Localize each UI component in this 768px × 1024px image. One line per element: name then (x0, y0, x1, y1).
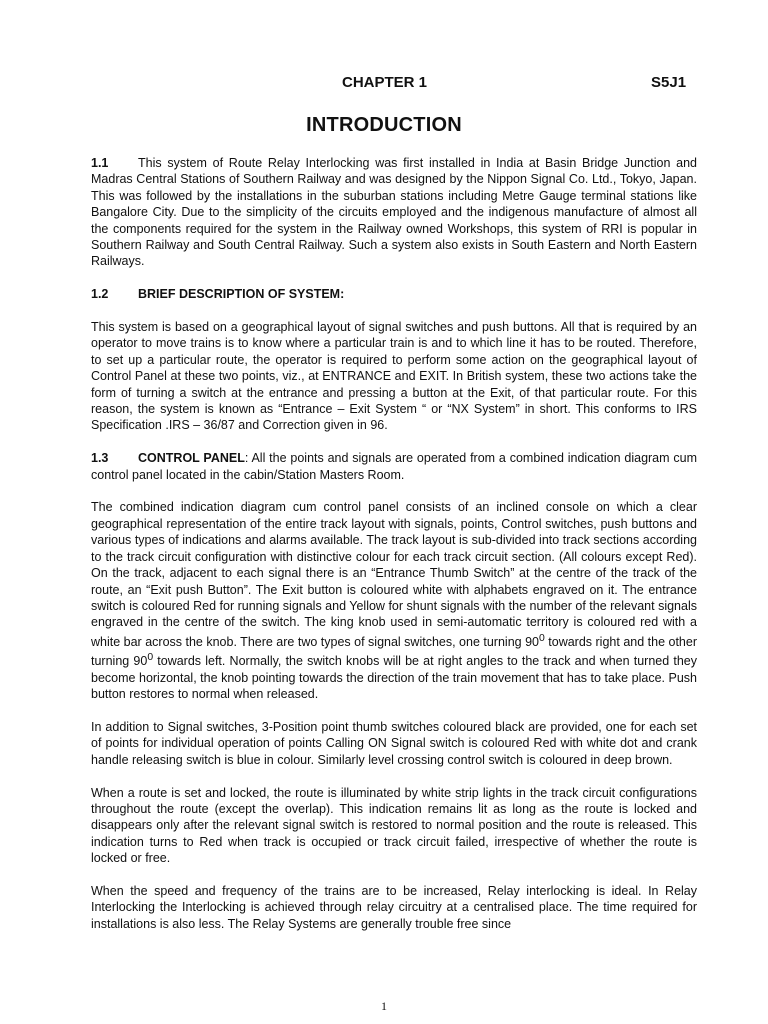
chapter-label: CHAPTER 1 (342, 74, 428, 91)
document-body (91, 155, 697, 949)
text-run: towards right and the other turning 90 (91, 634, 697, 669)
paragraph-route-indication: When a route is set and locked, the route is illuminated by white strip lights in the track circuit configurations throughout the route (except the overlap). This indication remains lit as long as the route is locked and disappears only after the relevant signal switch is restored to normal position and the route is released. This indication turns to Red when track is occupied or track circuit failed, irrespective of whether the route is locked or free. (91, 785, 697, 866)
superscript-degree: 0 (147, 652, 154, 664)
paragraph-control-panel-details (91, 499, 697, 702)
paragraph-text: This system of Route Relay Interlocking was first installed in India at Basin Bridge Junction and Madras Central Stations of Southern Railway and was designed by the Nippon Signal Co. Ltd., Tokyo, Japan. This was followed by the installations in the suburban stations including Metre Gauge terminal stations like Bangalore City. Due to the simplicity of the circuits employed and the indigenous manufacture of almost all the components required for the system in the Railway owned Workshops, this system of RRI is popular in Southern Railway and South Central Railway. Such a system also exists in South Eastern and North Eastern Railways. (91, 156, 697, 269)
document-code: S5J1 (651, 74, 687, 91)
paragraph-1-3 (91, 450, 697, 483)
paragraph-text: : All the points and signals are operated from a combined indication diagram cum control panel located in the cabin/Station Masters Room. (91, 451, 697, 482)
paragraph-switches: In addition to Signal switches, 3-Position point thumb switches coloured black are provided, one for each set of points for individual operation of points Calling ON Signal switch is coloured Red with white dot and crank handle releasing switch is blue in colour. Similarly level crossing control switch is coloured in deep brown. (91, 720, 697, 767)
text-run: towards left. Normally, the switch knobs will be at right angles to the track and when turned they become horizontal, the knob pointing towards the direction of the train movement that has to take place. Push button restores to normal when released. (91, 654, 698, 702)
paragraph-system-description: This system is based on a geographical layout of signal switches and push buttons. All that is required by an operator to move trains is to know where a particular train is and to which line it has to be routed. Therefore, to set up a particular route, the operator is required to perform some action on the geographical layout of Control Panel at these two points, viz., at ENTRANCE and EXIT. In British system, these two actions take the form of turning a switch at the entrance and pressing a button at the Exit, of that particular route. For this reason, the system is known as “Entrance – Exit System “ or “NX System” in short. This conforms to IRS Specification .IRS – 36/87 and Correction given in 96. (91, 320, 697, 433)
section-heading: BRIEF DESCRIPTION OF SYSTEM: (138, 287, 345, 302)
section-number: 1.3 (91, 451, 109, 466)
section-number: 1.2 (91, 287, 109, 302)
page-title: INTRODUCTION (306, 114, 462, 136)
section-number: 1.1 (91, 156, 109, 170)
paragraph-1-1 (91, 155, 697, 270)
text-run: The combined indication diagram cum control panel consists of an inclined console on which a clear geographical representation of the entire track layout with signals, points, Control switches, push buttons and various types of indications and alarms available. The track layout is sub-divided into track sections according to the track circuit configuration with distinctive colour for each track circuit section. (All colours except Red). On the track, adjacent to each signal there is an “Entrance Thumb Switch” at the centre of the track of the route, an “Exit push Button”. The Exit button is coloured white with alphabets engraved on it. The entrance switch is coloured Red for running signals and Yellow for shunt signals with the number of the relevant signals engraved in the centre of the switch. The king knob used in semi-automatic territory is coloured red with a white bar across the knob. There are two types of signal switches, one turning 90 (91, 500, 697, 649)
superscript-degree: 0 (539, 632, 545, 644)
page-number: 1 (381, 999, 387, 1013)
section-1-2-heading (91, 286, 697, 302)
section-heading: CONTROL PANEL (138, 451, 245, 466)
paragraph-relay-interlocking: When the speed and frequency of the trains are to be increased, Relay interlocking is ideal. In Relay Interlocking the Interlocking is achieved through relay circuitry at a centralised place. The time required for installations is also less. The Relay Systems are generally trouble free since (91, 884, 697, 931)
